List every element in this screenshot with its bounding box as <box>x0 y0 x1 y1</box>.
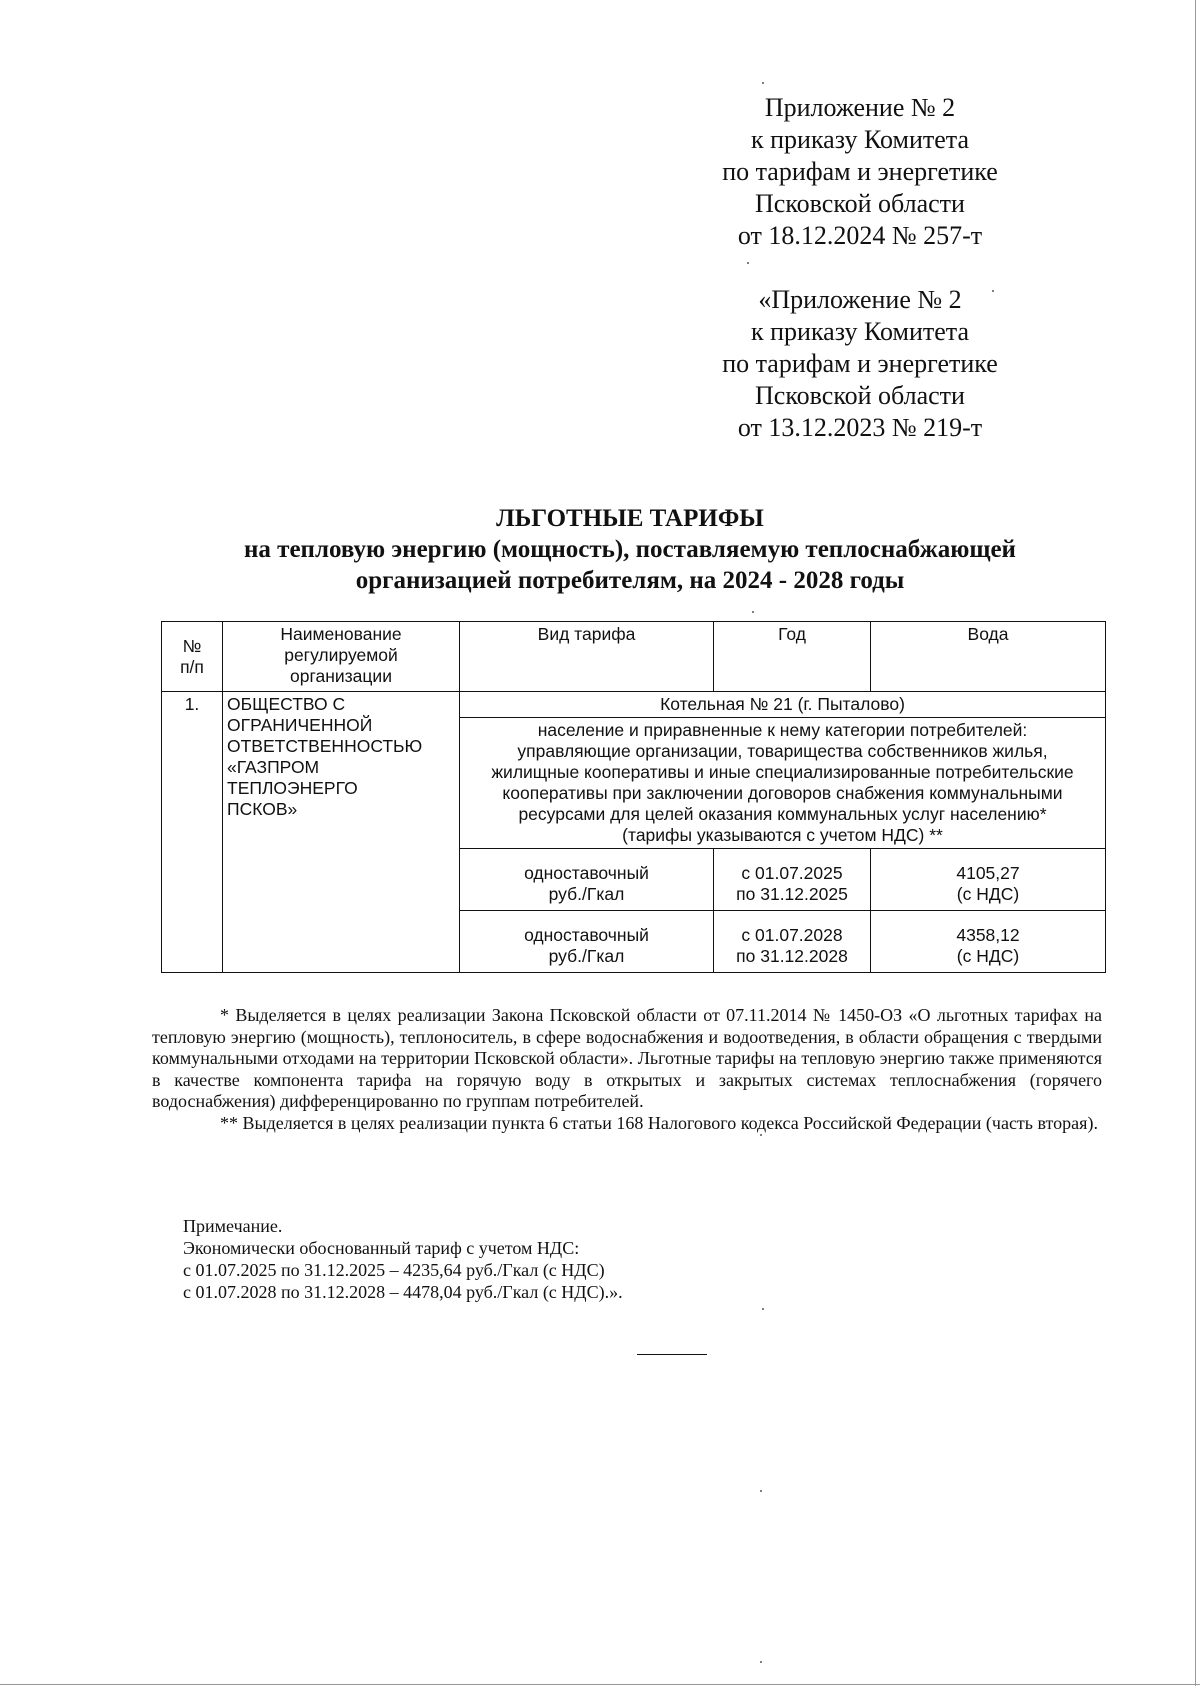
boiler-house-name: Котельная № 21 (г. Пыталово) <box>460 692 1106 718</box>
region-name: Псковской области <box>755 189 965 218</box>
committee-name: по тарифам и энергетике <box>722 157 998 186</box>
appendix-number: «Приложение № 2 <box>758 285 962 314</box>
appendix-header-previous <box>700 284 1020 444</box>
order-reference: к приказу Комитета <box>750 125 969 154</box>
scan-speck <box>760 1134 762 1136</box>
header-number: № п/п <box>162 622 223 692</box>
scan-speck <box>747 262 749 264</box>
scan-edge <box>1195 0 1196 1686</box>
scan-speck <box>992 290 994 292</box>
tariff-kind: одноставочный руб./Гкал <box>460 849 714 911</box>
scan-speck <box>762 82 764 84</box>
row-number: 1. <box>162 692 223 973</box>
scan-speck <box>752 611 754 613</box>
header-year: Год <box>714 622 871 692</box>
scan-edge <box>0 1684 1200 1685</box>
region-name: Псковской области <box>755 381 965 410</box>
tariff-value: 4358,12 (с НДС) <box>871 911 1106 973</box>
committee-name: по тарифам и энергетике <box>722 349 998 378</box>
title-line-3: организацией потребителям, на 2024 - 2028 годы <box>355 567 905 594</box>
table-row <box>162 692 1106 718</box>
tariff-period: с 01.07.2028 по 31.12.2028 <box>714 911 871 973</box>
remark-block <box>183 1215 623 1303</box>
appendix-header-current <box>700 92 1020 252</box>
header-organization: Наименование регулируемой организации <box>223 622 460 692</box>
remark-heading: Примечание. <box>183 1216 283 1236</box>
title-line-2: на тепловую энергию (мощность), поставляемую теплоснабжающей <box>244 536 1016 563</box>
order-reference: к приказу Комитета <box>750 317 969 346</box>
tariff-value: 4105,27 (с НДС) <box>871 849 1106 911</box>
footnotes <box>152 1005 1102 1134</box>
tariff-period: с 01.07.2025 по 31.12.2025 <box>714 849 871 911</box>
order-date-number: от 13.12.2023 № 219-т <box>737 413 983 442</box>
table-header-row <box>162 622 1106 692</box>
header-water: Вода <box>871 622 1106 692</box>
appendix-number: Приложение № 2 <box>764 93 956 122</box>
order-date-number: от 18.12.2024 № 257-т <box>737 221 983 250</box>
tariff-table <box>161 621 1106 973</box>
remark-line: Экономически обоснованный тариф с учетом НДС: <box>183 1238 580 1258</box>
tariff-kind: одноставочный руб./Гкал <box>460 911 714 973</box>
remark-line: с 01.07.2025 по 31.12.2025 – 4235,64 руб./Гкал (с НДС) <box>183 1260 605 1280</box>
consumer-category: население и приравненные к нему категории потребителей: управляющие организации, товарищества собственников жилья, жилищные кооперативы и иные специализированные потребительские кооперативы при заключении договоров снабжения коммунальными ресурсами для целей оказания коммунальных услуг населению* (тарифы указываются с учетом НДС) ** <box>460 718 1106 849</box>
header-tariff-kind: Вид тарифа <box>460 622 714 692</box>
scan-speck <box>762 1308 764 1310</box>
scan-speck <box>760 1661 762 1663</box>
footnote-1: * Выделяется в целях реализации Закона Псковской области от 07.11.2014 № 1450-ОЗ «О льготных тарифах на тепловую энергию (мощность), теплоноситель, в сфере водоснабжения и водоотведения, в области обращения с твердыми коммунальными отходами на территории Псковской области». Льготные тарифы на тепловую энергию также применяются в качестве компонента тарифа на горячую воду в открытых и закрытых системах теплоснабжения (горячего водоснабжения) дифференцированно по группам потребителей. <box>152 1005 1102 1111</box>
title-line-1: ЛЬГОТНЫЕ ТАРИФЫ <box>496 505 764 532</box>
organization-name: ОБЩЕСТВО С ОГРАНИЧЕННОЙ ОТВЕТСТВЕННОСТЬЮ «ГАЗПРОМ ТЕПЛОЭНЕРГО ПСКОВ» <box>223 692 460 973</box>
footnote-2: ** Выделяется в целях реализации пункта 6 статьи 168 Налогового кодекса Российской Федерации (часть вторая). <box>220 1112 1098 1133</box>
remark-line: с 01.07.2028 по 31.12.2028 – 4478,04 руб./Гкал (с НДС).». <box>183 1282 623 1302</box>
closing-rule <box>637 1354 707 1355</box>
document-title <box>150 503 1110 596</box>
scan-speck <box>760 1490 762 1492</box>
